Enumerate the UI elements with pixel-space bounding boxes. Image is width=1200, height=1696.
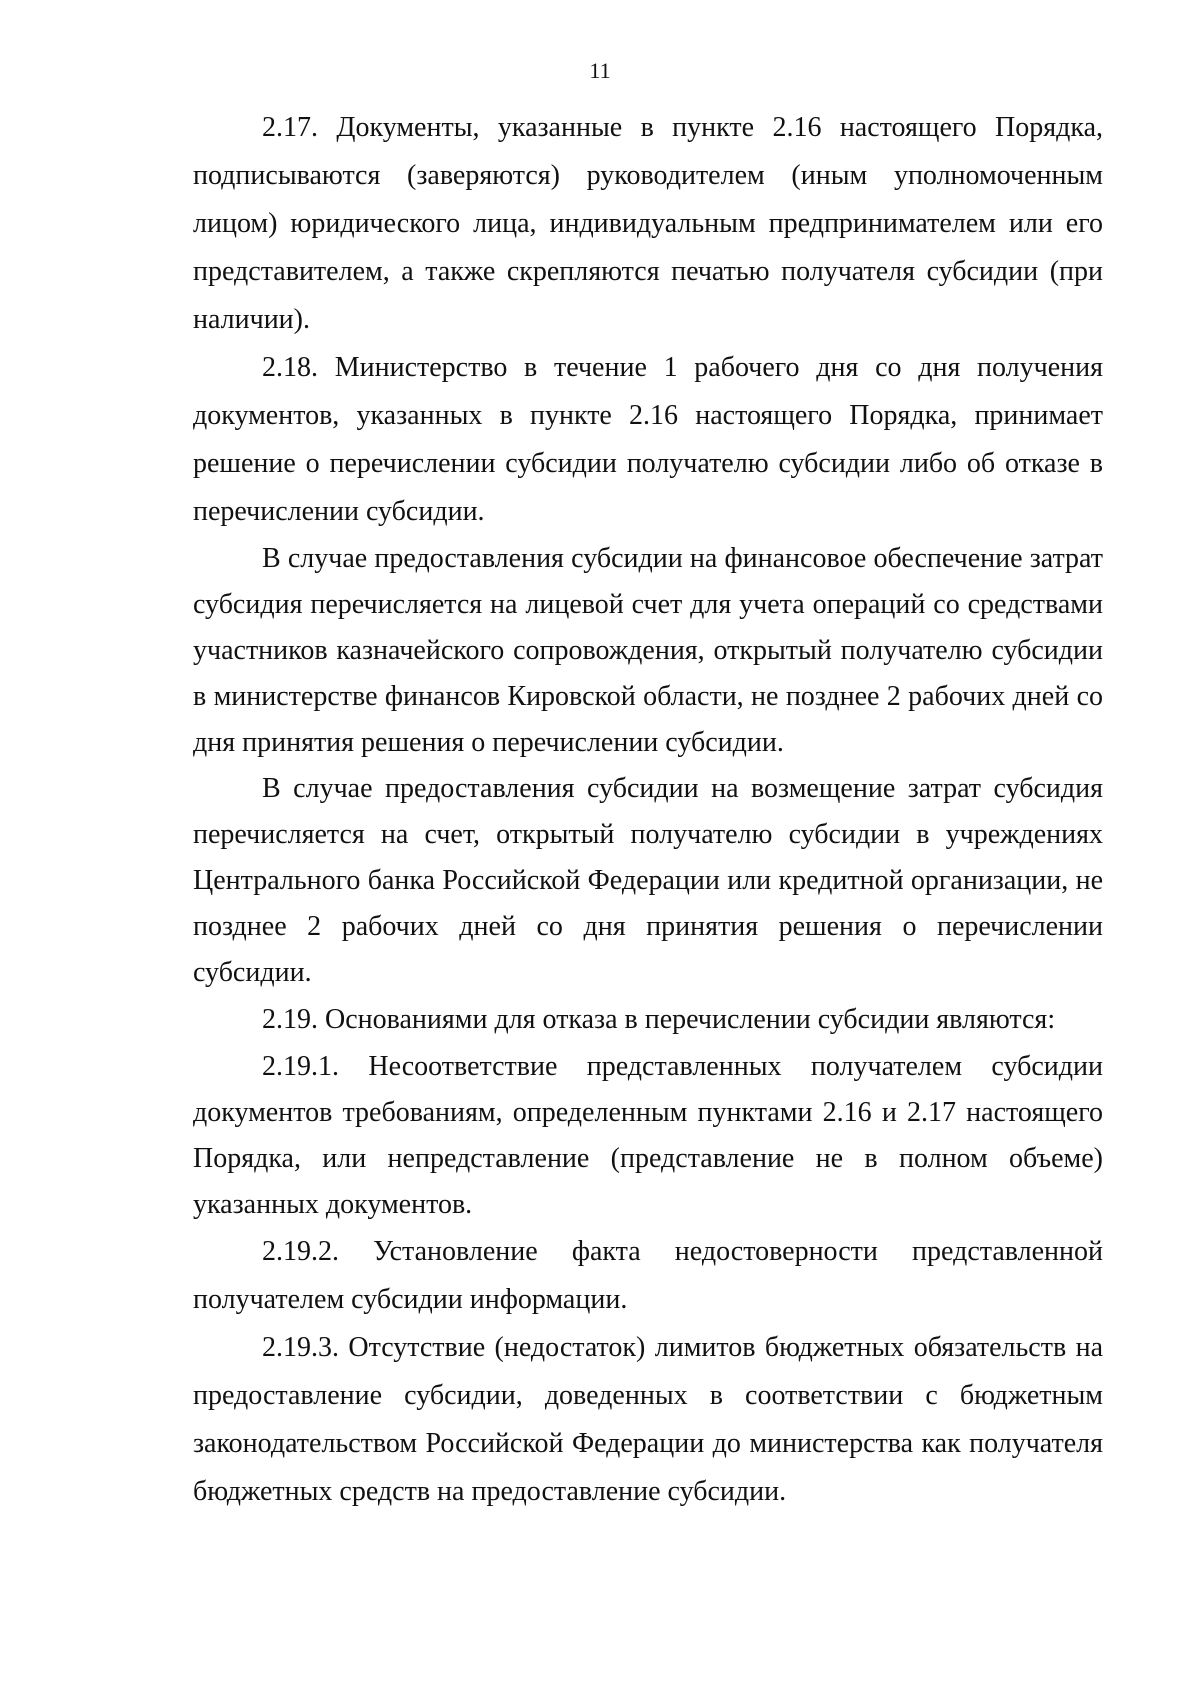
paragraph-2-18: 2.18. Министерство в течение 1 рабочего дня со дня получения документов, указанных в пункте 2.16 настоящего Порядка, принимает решение о перечислении субсидии получателю субсидии либо об отказе в перечислении субсидии. <box>193 352 1103 527</box>
paragraph-2-19-1: 2.19.1. Несоответствие представленных получателем субсидии документов требованиям, определенным пунктами 2.16 и 2.17 настоящего Порядка, или непредставление (представление не в полном объеме) указанных документов. <box>193 1051 1103 1220</box>
paragraph-reimbursement-transfer: В случае предоставления субсидии на возмещение затрат субсидия перечисляется на счет, открытый получателю субсидии в учреждениях Центрального банка Российской Федерации или кредитной организации, не позднее 2 рабочих дней со дня принятия решения о перечислении субсидии. <box>193 773 1103 988</box>
paragraph-financing-transfer: В случае предоставления субсидии на финансовое обеспечение затрат субсидия перечисляется на лицевой счет для учета операций со средствами участников казначейского сопровождения, открытый получателю субсидии в министерстве финансов Кировской области, не позднее 2 рабочих дней со дня принятия решения о перечислении субсидии. <box>193 543 1103 758</box>
paragraph-2-17: 2.17. Документы, указанные в пункте 2.16 настоящего Порядка, подписываются (заверяются) руководителем (иным уполномоченным лицом) юридического лица, индивидуальным предпринимателем или его представителем, а также скрепляются печатью получателя субсидии (при наличии). <box>193 112 1103 335</box>
page-number: 11 <box>589 58 611 83</box>
document-body <box>193 104 1103 1516</box>
paragraph-2-19-3: 2.19.3. Отсутствие (недостаток) лимитов бюджетных обязательств на предоставление субсидии, доведенных в соответствии с бюджетным законодательством Российской Федерации до министерства как получателя бюджетных средств на предоставление субсидии. <box>193 1332 1103 1507</box>
paragraph-2-19: 2.19. Основаниями для отказа в перечислении субсидии являются: <box>262 1004 1056 1035</box>
paragraph-2-19-2: 2.19.2. Установление факта недостоверности представленной получателем субсидии информации. <box>193 1236 1103 1315</box>
